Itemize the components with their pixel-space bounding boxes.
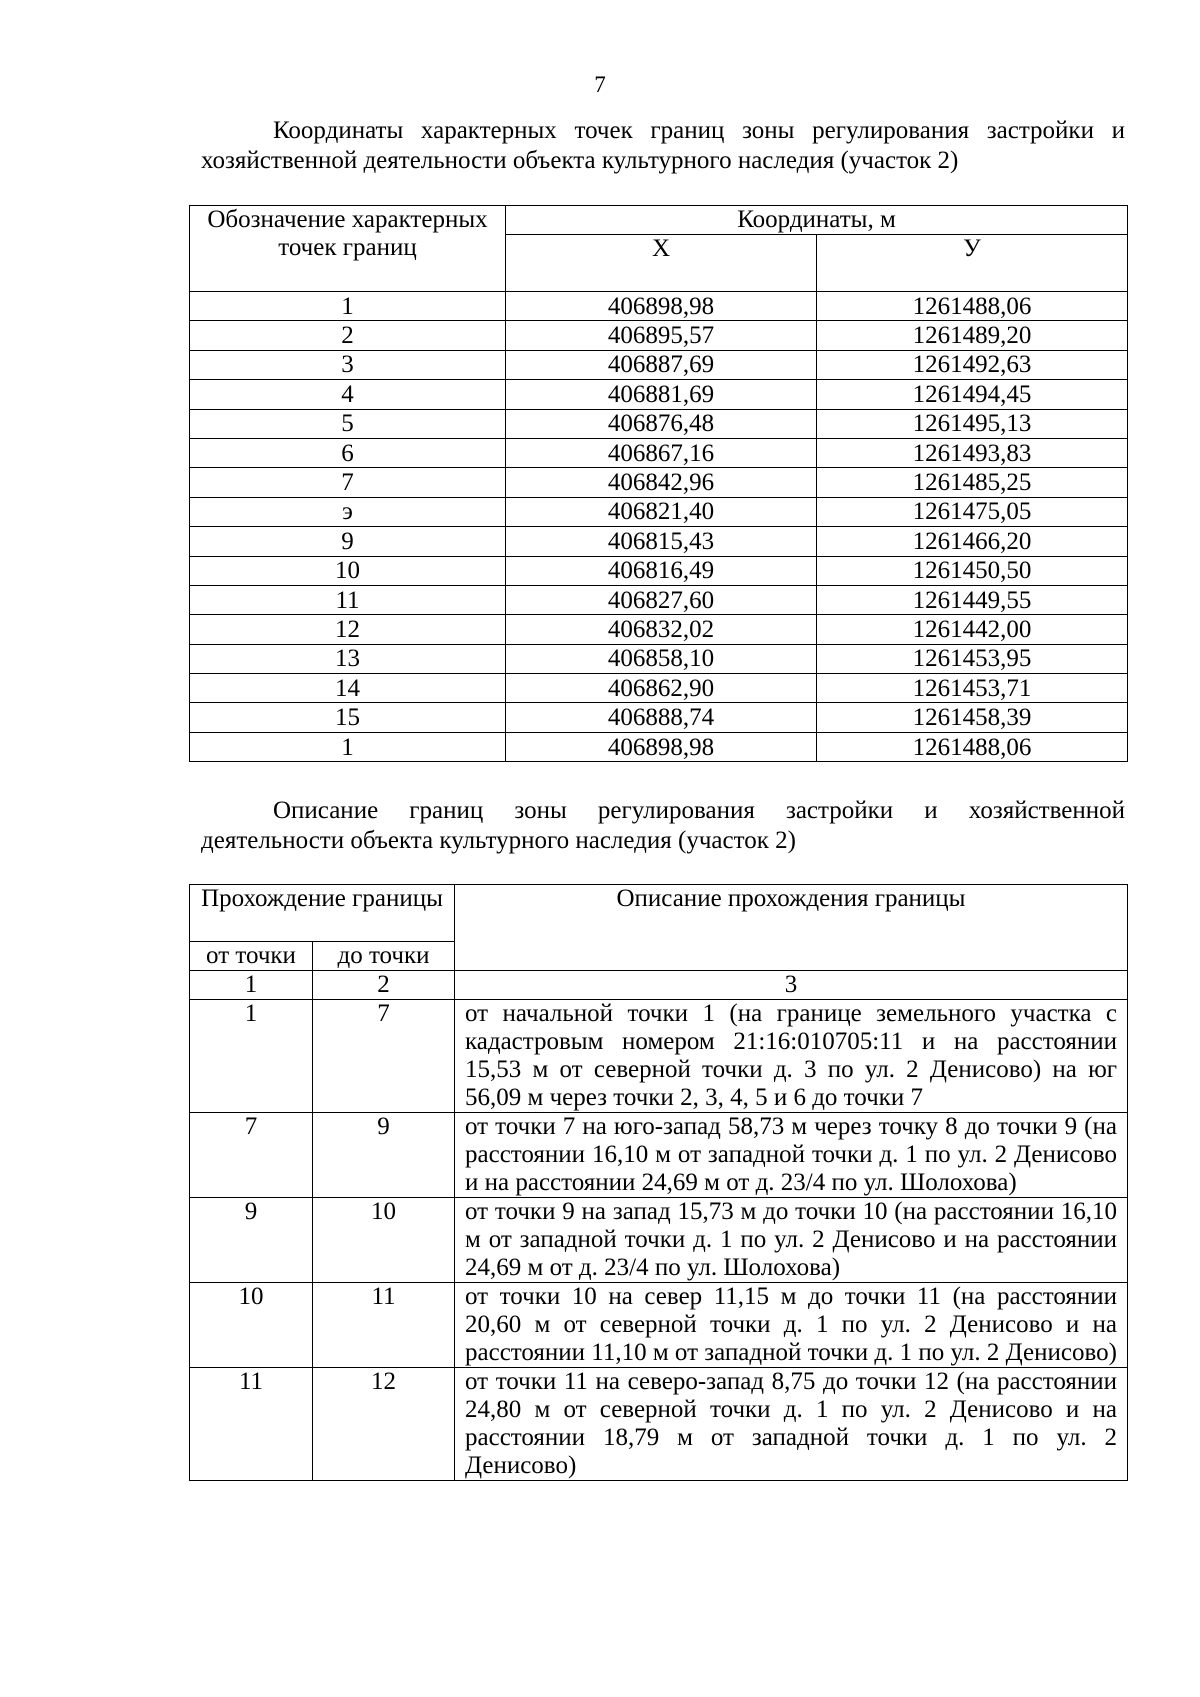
table-row <box>190 585 1128 614</box>
point-cell: э <box>190 497 506 526</box>
table-row <box>190 1000 1128 1113</box>
from-point-cell: 1 <box>190 1000 313 1113</box>
y-coordinate-cell: 1261458,39 <box>817 703 1128 732</box>
boundary-description-cell: от точки 10 на север 11,15 м до точки 11 (на расстоянии 20,60 м от северной точки д. 1 по ул. 2 Денисово и на расстоянии 11,10 м от западной точки д. 1 по ул. 2 Денисово) <box>455 1283 1128 1368</box>
x-coordinate-cell: 406821,40 <box>506 497 817 526</box>
point-cell: 1 <box>190 732 506 761</box>
column-number: 3 <box>455 971 1128 1000</box>
from-point-cell: 9 <box>190 1198 313 1283</box>
point-cell: 2 <box>190 321 506 350</box>
header-passage: Прохождение границы <box>190 885 455 942</box>
x-coordinate-cell: 406827,60 <box>506 585 817 614</box>
y-coordinate-cell: 1261493,83 <box>817 438 1128 467</box>
from-point-cell: 7 <box>190 1113 313 1198</box>
point-cell: 14 <box>190 674 506 703</box>
table-row <box>190 1368 1128 1481</box>
description-table-body <box>190 971 1128 1481</box>
to-point-cell: 11 <box>313 1283 455 1368</box>
header-y: У <box>817 235 1128 292</box>
point-cell: 7 <box>190 468 506 497</box>
column-numbers-row <box>190 971 1128 1000</box>
y-coordinate-cell: 1261450,50 <box>817 556 1128 585</box>
from-point-cell: 11 <box>190 1368 313 1481</box>
boundary-description-table <box>189 884 1128 1481</box>
y-coordinate-cell: 1261488,06 <box>817 292 1128 321</box>
y-coordinate-cell: 1261475,05 <box>817 497 1128 526</box>
table-row <box>190 556 1128 585</box>
table-row <box>190 380 1128 409</box>
y-coordinate-cell: 1261466,20 <box>817 527 1128 556</box>
x-coordinate-cell: 406876,48 <box>506 409 817 438</box>
point-cell: 12 <box>190 615 506 644</box>
x-coordinate-cell: 406815,43 <box>506 527 817 556</box>
header-from-point: от точки <box>190 942 313 971</box>
description-table-title: Описание границ зоны регулирования застройки и хозяйственной деятельности объекта культурного наследия (участок 2) <box>201 797 1125 854</box>
point-cell: 3 <box>190 350 506 379</box>
table-row <box>190 644 1128 673</box>
x-coordinate-cell: 406898,98 <box>506 732 817 761</box>
y-coordinate-cell: 1261449,55 <box>817 585 1128 614</box>
coordinates-table <box>189 205 1128 762</box>
table-row <box>190 1113 1128 1198</box>
x-coordinate-cell: 406895,57 <box>506 321 817 350</box>
point-cell: 4 <box>190 380 506 409</box>
table-row <box>190 468 1128 497</box>
y-coordinate-cell: 1261442,00 <box>817 615 1128 644</box>
y-coordinate-cell: 1261453,71 <box>817 674 1128 703</box>
boundary-description-cell: от точки 7 на юго-запад 58,73 м через точку 8 до точки 9 (на расстоянии 16,10 м от западной точки д. 1 по ул. 2 Денисово и на расстоянии 24,69 м от д. 23/4 по ул. Шолохова) <box>455 1113 1128 1198</box>
table-row <box>190 497 1128 526</box>
column-number: 2 <box>313 971 455 1000</box>
header-to-point: до точки <box>313 942 455 971</box>
from-point-cell: 10 <box>190 1283 313 1368</box>
table-row <box>190 674 1128 703</box>
coords-table-title: Координаты характерных точек границ зоны регулирования застройки и хозяйственной деятельности объекта культурного наследия (участок 2) <box>201 117 1125 174</box>
page-number: 7 <box>594 72 606 97</box>
table-row <box>190 409 1128 438</box>
point-cell: 1 <box>190 292 506 321</box>
point-cell: 6 <box>190 438 506 467</box>
table-row <box>190 615 1128 644</box>
to-point-cell: 7 <box>313 1000 455 1113</box>
boundary-description-cell: от точки 11 на северо-запад 8,75 до точки 12 (на расстоянии 24,80 м от северной точки д. 1 по ул. 2 Денисово и на расстоянии 18,79 м от западной точки д. 1 по ул. 2 Денисово) <box>455 1368 1128 1481</box>
to-point-cell: 9 <box>313 1113 455 1198</box>
header-x: Х <box>506 235 817 292</box>
x-coordinate-cell: 406858,10 <box>506 644 817 673</box>
header-description: Описание прохождения границы <box>455 885 1128 971</box>
table-row <box>190 1283 1128 1368</box>
y-coordinate-cell: 1261489,20 <box>817 321 1128 350</box>
table-row <box>190 1198 1128 1283</box>
x-coordinate-cell: 406888,74 <box>506 703 817 732</box>
x-coordinate-cell: 406816,49 <box>506 556 817 585</box>
boundary-description-cell: от начальной точки 1 (на границе земельного участка с кадастровым номером 21:16:010705:11 и на расстоянии 15,53 м от северной точки д. 3 по ул. 2 Денисово) на юг 56,09 м через точки 2, 3, 4, 5 и 6 до точки 7 <box>455 1000 1128 1113</box>
point-cell: 9 <box>190 527 506 556</box>
column-number: 1 <box>190 971 313 1000</box>
header-coordinates: Координаты, м <box>506 206 1128 235</box>
x-coordinate-cell: 406898,98 <box>506 292 817 321</box>
x-coordinate-cell: 406842,96 <box>506 468 817 497</box>
table-row <box>190 732 1128 761</box>
x-coordinate-cell: 406881,69 <box>506 380 817 409</box>
point-cell: 11 <box>190 585 506 614</box>
to-point-cell: 12 <box>313 1368 455 1481</box>
point-cell: 13 <box>190 644 506 673</box>
coordinates-table-body <box>190 292 1128 762</box>
x-coordinate-cell: 406867,16 <box>506 438 817 467</box>
point-cell: 5 <box>190 409 506 438</box>
x-coordinate-cell: 406832,02 <box>506 615 817 644</box>
table-row <box>190 321 1128 350</box>
header-point-designation: Обозначение характерных точек границ <box>190 206 506 292</box>
point-cell: 15 <box>190 703 506 732</box>
x-coordinate-cell: 406887,69 <box>506 350 817 379</box>
y-coordinate-cell: 1261494,45 <box>817 380 1128 409</box>
table-row <box>190 527 1128 556</box>
x-coordinate-cell: 406862,90 <box>506 674 817 703</box>
boundary-description-cell: от точки 9 на запад 15,73 м до точки 10 (на расстоянии 16,10 м от западной точки д. 1 по ул. 2 Денисово и на расстоянии 24,69 м от д. 23/4 по ул. Шолохова) <box>455 1198 1128 1283</box>
y-coordinate-cell: 1261485,25 <box>817 468 1128 497</box>
y-coordinate-cell: 1261488,06 <box>817 732 1128 761</box>
table-row <box>190 703 1128 732</box>
y-coordinate-cell: 1261495,13 <box>817 409 1128 438</box>
y-coordinate-cell: 1261492,63 <box>817 350 1128 379</box>
table-row <box>190 350 1128 379</box>
y-coordinate-cell: 1261453,95 <box>817 644 1128 673</box>
table-row <box>190 292 1128 321</box>
table-row <box>190 438 1128 467</box>
to-point-cell: 10 <box>313 1198 455 1283</box>
point-cell: 10 <box>190 556 506 585</box>
